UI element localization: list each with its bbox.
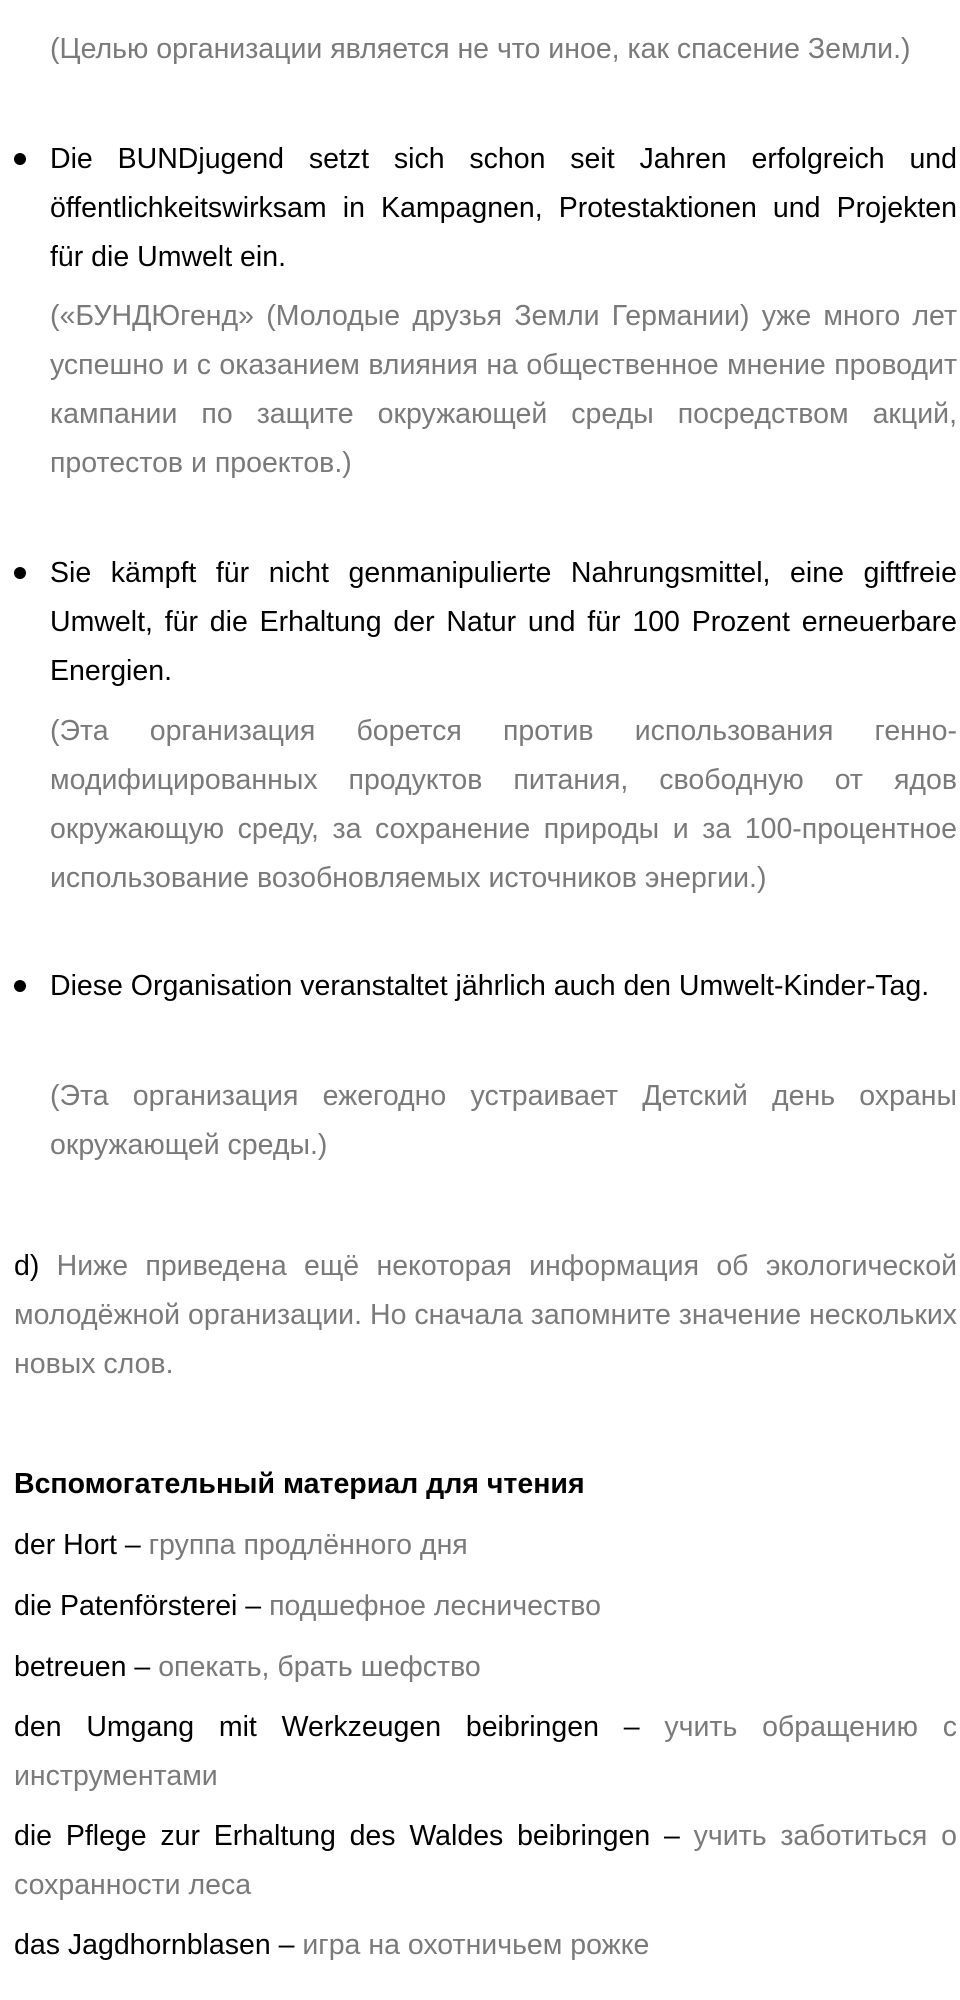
glossary-entry (14, 1921, 957, 1970)
glossary-term: die Pflege zur Erhaltung des Waldes beibringen (14, 1820, 651, 1852)
glossary-term: der Hort (14, 1529, 117, 1561)
bullet-icon (14, 567, 26, 579)
glossary-term: die Patenförsterei (14, 1590, 238, 1622)
bullet-translation-ru: (Эта организация ежегодно устраивает Детский день охраны окружающей среды.) (50, 1080, 957, 1161)
glossary-translation: учить заботиться о сохранности леса (14, 1820, 958, 1901)
task-d-paragraph (14, 1242, 957, 1389)
glossary-entry (14, 1582, 957, 1631)
glossary-term: das Jagdhornblasen (14, 1929, 271, 1961)
glossary-translation: игра на охотничьем рожке (302, 1929, 650, 1961)
glossary-dash: – (126, 1651, 159, 1683)
glossary-entry (14, 1703, 957, 1801)
glossary-translation: группа продлённого дня (148, 1529, 468, 1561)
task-d-marker: d) (14, 1250, 40, 1282)
intro-translation: (Целью организации является не что иное, как спасение Земли.) (50, 33, 911, 65)
glossary-dash: – (237, 1590, 270, 1622)
glossary-translation: подшефное лесничество (269, 1590, 601, 1622)
glossary-entry (14, 1812, 957, 1910)
bullet-text-de: Die BUNDjugend setzt sich schon seit Jahren erfolgreich und öffentlichkeitswirksam in Kampagnen, Protestaktionen und Projekten für die Umwelt ein. (50, 143, 957, 273)
glossary-heading: Вспомогательный материал для чтения (14, 1468, 585, 1500)
glossary-dash: – (598, 1711, 665, 1743)
bullet-text-de: Diese Organisation veranstaltet jährlich auch den Umwelt-Kinder-Tag. (50, 970, 930, 1002)
task-d-text: Ниже приведена ещё некоторая информация об экологической молодёжной организации. Но сначала запомните значение нескольких новых слов. (14, 1250, 957, 1380)
glossary-dash: – (650, 1820, 694, 1852)
glossary-translation: опекать, брать шефство (158, 1651, 481, 1683)
bullet-translation-ru: (Эта организация борется против использования генно-модифицированных продуктов питания, свободную от ядов окружающую среду, за сохранение природы и за 100-процентное использование возобновляемых источников энергии.) (50, 715, 957, 894)
bullet-icon (14, 980, 26, 992)
glossary-entry (14, 1643, 957, 1692)
bullet-translation-ru: («БУНДЮгенд» (Молодые друзья Земли Германии) уже много лет успешно и с оказанием влияния на общественное мнение проводит кампании по защите окружающей среды посредством акций, протестов и проектов.) (50, 300, 957, 479)
glossary-entry (14, 1521, 957, 1570)
glossary-dash: – (270, 1929, 303, 1961)
glossary-dash: – (116, 1529, 149, 1561)
glossary-translation: учить обращению с инструментами (14, 1711, 957, 1792)
bullet-text-de: Sie kämpft für nicht genmanipulierte Nahrungsmittel, eine giftfreie Umwelt, für die Erhaltung der Natur und für 100 Prozent erneuerbare Energien. (50, 557, 957, 687)
bullet-icon (14, 153, 26, 165)
glossary-term: den Umgang mit Werkzeugen beibringen (14, 1711, 599, 1743)
glossary-term: betreuen (14, 1651, 127, 1683)
